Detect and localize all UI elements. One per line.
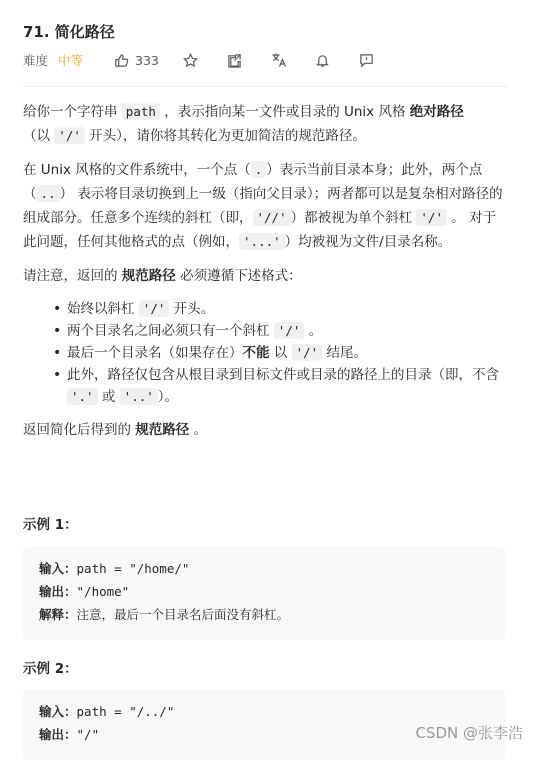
text: 给你一个字符串	[23, 104, 122, 120]
text: 或	[97, 389, 120, 405]
inline-code: '/'	[416, 209, 447, 226]
text: 两个目录名之间必须只有一个斜杠	[67, 323, 274, 339]
input-label: 输入：	[39, 561, 77, 576]
text: 必须遵循下述格式：	[175, 268, 302, 284]
bold-text: 规范路径	[135, 422, 190, 438]
paragraph-note	[23, 264, 509, 288]
list-item	[67, 320, 509, 342]
like-button[interactable]	[113, 52, 159, 68]
feedback-icon[interactable]	[359, 52, 375, 68]
inline-code: path	[122, 103, 160, 120]
input-value: path = "/home/"	[76, 561, 190, 576]
problem-title: 71. 简化路径	[23, 23, 115, 41]
inline-code: '...'	[239, 233, 285, 250]
inline-code: .	[251, 161, 267, 178]
inline-code: '//'	[253, 209, 291, 226]
example-2-title: 示例 2：	[23, 661, 78, 677]
bell-icon[interactable]	[315, 52, 331, 68]
text: ） 表示将目录切换到上一级（指向父目录）；两者都可以是复杂相对路径的组成部分。任意多个连续的斜杠（即，	[23, 186, 503, 226]
text: 返回简化后得到的	[23, 422, 136, 438]
text: ）都被视为单个斜杠	[290, 210, 417, 226]
inline-code: '.'	[67, 388, 98, 405]
inline-code: '/'	[139, 300, 170, 317]
text: 开头），请你将其转化为更加简洁的规范路径。	[84, 128, 366, 144]
list-item	[67, 298, 509, 320]
text: 。	[189, 422, 208, 438]
input-value: path = "/../"	[76, 704, 175, 719]
text: 最后一个目录名（如果存在）	[67, 345, 243, 361]
example-output-line	[39, 580, 489, 603]
like-count: 333	[135, 52, 159, 68]
text: 始终以斜杠	[67, 301, 139, 317]
watermark: CSDN @张李浩	[415, 724, 523, 742]
text: 在 Unix 风格的文件系统中，一个点（	[23, 162, 251, 178]
list-item	[67, 364, 509, 408]
text: ）均被视为文件/目录名称。	[284, 234, 452, 250]
text: 以	[269, 345, 292, 361]
text: 。	[304, 323, 323, 339]
explain-label: 解释：	[39, 607, 77, 622]
bold-text: 绝对路径	[409, 104, 464, 120]
text: 。 对于此问题，任何其他格式的点（例如，	[23, 210, 497, 250]
text: 结尾。	[322, 345, 367, 361]
text: 此外，路径仅包含从根目录到目标文件或目录的路径上的目录（即，不含	[67, 367, 499, 383]
inline-code: '..'	[120, 388, 158, 405]
star-icon[interactable]	[183, 52, 199, 68]
explain-value: 注意，最后一个目录名后面没有斜杠。	[76, 607, 290, 622]
example-1-block	[23, 547, 505, 640]
list-item	[67, 342, 509, 364]
paragraph-return	[23, 418, 509, 442]
example-input-line	[39, 557, 489, 580]
difficulty-label: 难度	[23, 53, 49, 68]
text: 请注意，返回的	[23, 268, 122, 284]
text: ）表示当前目录本身；此外，两个点 （	[23, 162, 483, 202]
inline-code: ..	[37, 185, 60, 202]
inline-code: '/'	[274, 322, 305, 339]
inline-code: '/'	[54, 127, 85, 144]
text: ）。	[157, 389, 179, 405]
paragraph-intro	[23, 100, 509, 148]
paragraph-unix-rules	[23, 158, 509, 254]
thumbs-up-icon	[113, 52, 129, 68]
bold-text: 规范路径	[121, 268, 176, 284]
inline-code: '/'	[292, 344, 323, 361]
text: ，表示指向某一文件或目录的 Unix 风格	[159, 104, 410, 120]
header-divider	[23, 86, 507, 87]
output-label: 输出：	[39, 727, 77, 742]
problem-meta-bar	[23, 50, 375, 70]
bold-text: 不能	[242, 345, 270, 361]
output-value: "/"	[76, 727, 100, 742]
example-input-line	[39, 700, 489, 723]
share-icon[interactable]	[227, 52, 243, 68]
difficulty-value: 中等	[58, 53, 84, 68]
output-label: 输出：	[39, 584, 77, 599]
translate-icon[interactable]	[271, 52, 287, 68]
problem-description	[23, 100, 509, 452]
output-value: "/home"	[76, 584, 130, 599]
text: 开头。	[169, 301, 215, 317]
input-label: 输入：	[39, 704, 77, 719]
rules-list	[23, 298, 509, 408]
example-explain-line	[39, 603, 489, 626]
example-1-title: 示例 1：	[23, 517, 78, 533]
text: （以	[23, 128, 55, 144]
